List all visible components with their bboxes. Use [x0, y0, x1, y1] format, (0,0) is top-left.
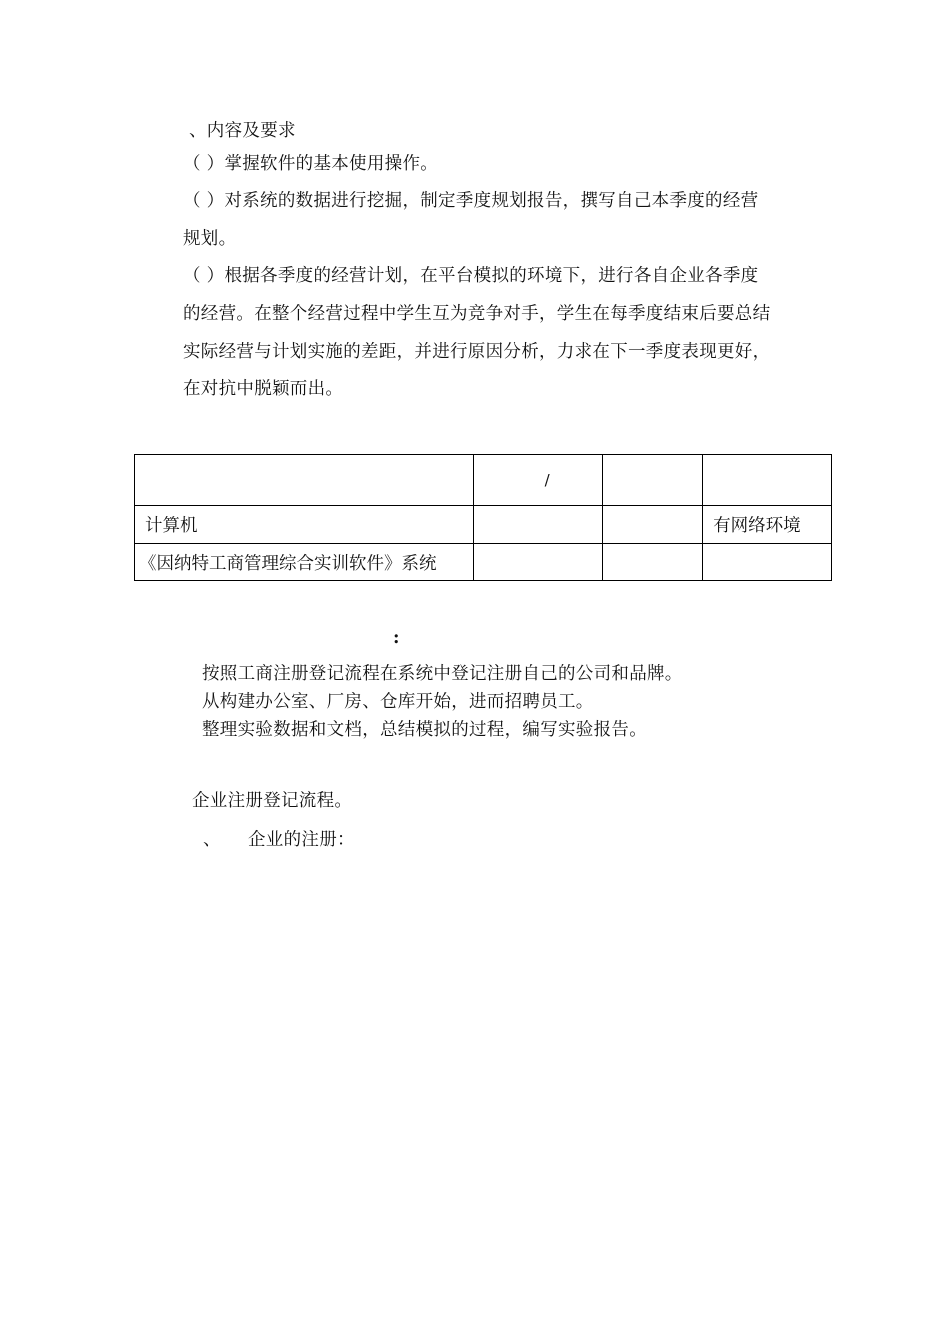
step-item-1: 按照工商注册登记流程在系统中登记注册自己的公司和品牌。 [202, 664, 683, 684]
process-item-mark: 、 [203, 830, 221, 850]
cell-note [703, 544, 832, 581]
process-subtitle: 企业注册登记流程。 [192, 791, 353, 811]
step-item-3: 整理实验数据和文档，总结模拟的过程，编写实验报告。 [202, 720, 647, 740]
requirement-item-2-cont: 规划。 [183, 229, 237, 249]
requirement-item-2: （ ）对系统的数据进行挖掘，制定季度规划报告，撰写自己本季度的经营 [183, 191, 759, 211]
step-item-2: 从构建办公室、厂房、仓库开始，进而招聘员工。 [202, 692, 594, 712]
requirement-item-3-cont-3: 在对抗中脱颖而出。 [183, 379, 344, 399]
table-row [135, 544, 832, 581]
table-row [135, 506, 832, 544]
header-name [135, 455, 474, 506]
requirement-item-3-cont-1: 的经营。在整个经营过程中学生互为竞争对手，学生在每季度结束后要总结 [183, 304, 771, 324]
requirement-item-1: （ ）掌握软件的基本使用操作。 [183, 154, 439, 174]
cell-qty [603, 506, 703, 544]
cell-qty [603, 544, 703, 581]
requirement-item-3-cont-2: 实际经营与计划实施的差距，并进行原因分析，力求在下一季度表现更好， [183, 342, 771, 362]
section-heading-content: 、内容及要求 [189, 121, 296, 141]
cell-note: 有网络环境 [703, 506, 832, 544]
header-note [703, 455, 832, 506]
section-heading-steps-colon: : [393, 628, 400, 648]
cell-spec [473, 506, 603, 544]
header-qty [603, 455, 703, 506]
process-item-text: 企业的注册： [248, 830, 355, 850]
cell-name: 《因纳特工商管理综合实训软件》系统 [135, 544, 474, 581]
equipment-table-header [135, 455, 832, 506]
header-spec: / [473, 455, 603, 506]
cell-name: 计算机 [135, 506, 474, 544]
equipment-table [134, 454, 832, 581]
cell-spec [473, 544, 603, 581]
requirement-item-3: （ ）根据各季度的经营计划，在平台模拟的环境下，进行各自企业各季度 [183, 266, 759, 286]
